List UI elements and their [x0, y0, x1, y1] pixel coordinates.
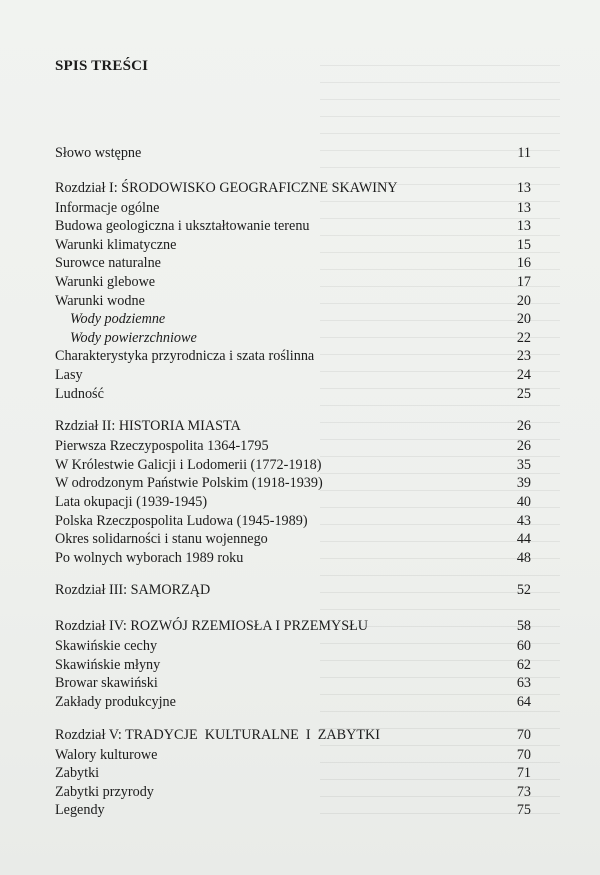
toc-entry-label: Po wolnych wyborach 1989 roku: [55, 549, 244, 566]
toc-entry-page: 70: [516, 746, 531, 763]
toc-chapter-label: Rzdział II: HISTORIA MIASTA: [55, 418, 241, 435]
toc-entry: [55, 512, 531, 531]
toc-entry-page: 35: [516, 456, 531, 473]
toc-entry: [55, 637, 531, 656]
toc-entry: [55, 656, 531, 675]
toc-chapter-heading: [55, 417, 531, 437]
toc-entry: [55, 801, 531, 820]
toc-entry-page: 48: [516, 549, 531, 566]
toc-entry-page: 15: [516, 236, 531, 253]
toc-entry-label: Warunki wodne: [55, 292, 145, 309]
toc-subentry: [55, 329, 531, 348]
toc-entry-page: 62: [516, 656, 531, 673]
toc-entry-page: 75: [516, 802, 531, 819]
toc-entry-page: 17: [516, 273, 531, 290]
toc-entry: [55, 366, 531, 385]
toc-chapter-label: Rozdział III: SAMORZĄD: [55, 582, 211, 599]
toc-entry-label: Zabytki przyrody: [55, 783, 154, 800]
toc-chapter-heading: [55, 179, 531, 199]
toc-entry-label: Walory kulturowe: [55, 746, 158, 763]
toc-chapter-label: Rozdział IV: ROZWÓJ RZEMIOSŁA I PRZEMYSŁU: [55, 618, 369, 635]
toc-subentry: [55, 310, 531, 329]
toc-entry: [55, 674, 531, 693]
toc-entry-page: 20: [516, 292, 531, 309]
toc-entry-page: 16: [516, 255, 531, 272]
toc-chapter-page: 70: [516, 726, 531, 743]
toc-entry: [55, 347, 531, 366]
toc-chapter-heading: [55, 617, 531, 637]
toc-entry-page: 26: [516, 438, 531, 455]
toc-entry-page: 39: [516, 475, 531, 492]
toc-entry: [55, 437, 531, 456]
toc-entry: [55, 693, 531, 712]
toc-entry-label: Lasy: [55, 366, 83, 383]
toc-entry-label: Warunki glebowe: [55, 273, 156, 290]
toc-entry-label: Okres solidarności i stanu wojennego: [55, 531, 268, 548]
page-title: SPIS TREŚCI: [55, 58, 149, 74]
toc-entry-page: 24: [516, 366, 531, 383]
toc-entry-page: 60: [516, 638, 531, 655]
toc-chapter-2: [55, 417, 531, 567]
toc-entry: [55, 236, 531, 255]
toc-entry-page: 44: [516, 531, 531, 548]
toc-entry-page: 64: [516, 694, 531, 711]
toc-entry-page: 23: [516, 348, 531, 365]
toc-chapter-1: [55, 179, 531, 404]
toc-entry: [55, 783, 531, 802]
toc-entry-label: Ludność: [55, 385, 104, 402]
toc-entry-label: Legendy: [55, 802, 105, 819]
toc-entry-page: 71: [516, 765, 531, 782]
toc-chapter-label: Rozdział V: TRADYCJE KULTURALNE I ZABYTKI: [55, 726, 380, 743]
toc-entry-page: 43: [516, 512, 531, 529]
toc-entry-label: Skawińskie młyny: [55, 656, 161, 673]
toc-entry-label: Słowo wstępne: [55, 145, 142, 161]
toc-entry-page: 22: [516, 329, 531, 346]
toc-entry-label: Zabytki: [55, 765, 100, 782]
toc-entry: [55, 474, 531, 493]
toc-chapter-label: Rozdział I: ŚRODOWISKO GEOGRAFICZNE SKAWINY: [55, 179, 398, 196]
toc-entry: [55, 549, 531, 568]
toc-entry: [55, 456, 531, 475]
toc-entry-label: W Królestwie Galicji i Lodomerii (1772-1918): [55, 456, 322, 473]
table-of-contents: [55, 144, 531, 833]
toc-chapter-heading: [55, 726, 531, 746]
toc-entry-page: 25: [516, 385, 531, 402]
toc-entry-label: Skawińskie cechy: [55, 638, 158, 655]
toc-subentry-label: Wody podziemne: [70, 311, 166, 328]
toc-entry-label: Warunki klimatyczne: [55, 236, 177, 253]
toc-entry-label: Zakłady produkcyjne: [55, 694, 176, 711]
toc-entry-label: Pierwsza Rzeczypospolita 1364-1795: [55, 438, 269, 455]
toc-entry-page: 73: [516, 783, 531, 800]
toc-chapter-3: [55, 581, 531, 601]
toc-entry-label: Budowa geologiczna i ukształtowanie terenu: [55, 218, 310, 235]
toc-entry-label: Polska Rzeczpospolita Ludowa (1945-1989): [55, 512, 308, 529]
toc-subentry-label: Wody powierzchniowe: [70, 329, 197, 346]
toc-entry: [55, 273, 531, 292]
toc-entry-label: Lata okupacji (1939-1945): [55, 493, 208, 510]
toc-chapter-page: 58: [516, 618, 531, 635]
toc-entry-page: 11: [517, 145, 531, 161]
toc-chapter-heading: [55, 581, 531, 601]
toc-entry: [55, 385, 531, 404]
toc-preface-group: [55, 144, 531, 163]
toc-entry-label: Informacje ogólne: [55, 199, 160, 216]
toc-chapter-page: 26: [516, 418, 531, 435]
toc-entry: [55, 493, 531, 512]
toc-entry: [55, 254, 531, 273]
toc-entry: [55, 199, 531, 218]
toc-entry: [55, 217, 531, 236]
toc-entry-page: 20: [516, 311, 531, 328]
toc-entry: [55, 530, 531, 549]
toc-entry-preface: [55, 144, 531, 163]
toc-entry-label: Charakterystyka przyrodnicza i szata roślinna: [55, 348, 315, 365]
toc-entry-page: 63: [516, 675, 531, 692]
toc-entry: [55, 764, 531, 783]
toc-chapter-page: 13: [516, 179, 531, 196]
toc-entry-label: Surowce naturalne: [55, 255, 161, 272]
toc-entry-label: Browar skawiński: [55, 675, 158, 692]
toc-entry: [55, 292, 531, 311]
toc-entry-page: 13: [516, 218, 531, 235]
toc-chapter-5: [55, 726, 531, 820]
toc-chapter-4: [55, 617, 531, 711]
toc-entry-page: 40: [516, 493, 531, 510]
toc-entry-page: 13: [516, 199, 531, 216]
toc-entry: [55, 746, 531, 765]
toc-chapter-page: 52: [516, 582, 531, 599]
toc-entry-label: W odrodzonym Państwie Polskim (1918-1939): [55, 475, 323, 492]
